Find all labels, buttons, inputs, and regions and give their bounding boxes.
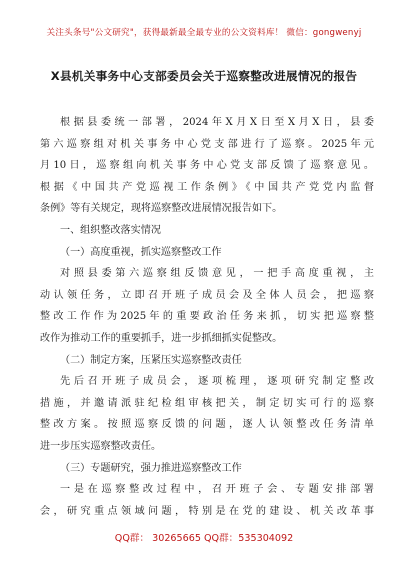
document-body [40,112,374,522]
body-line: 根据《中国共产党巡视工作条例》《中国共产党党内监督 [40,181,374,193]
footer-note: QQ群： 30265665 QQ群：535304092 [114,533,294,544]
body-line: 整改方案。按照巡察反馈的问题，逐人认领整改任务清单 [40,419,374,431]
body-line: 条例》等有关规定，现将巡察整改进展情况报告如下。 [40,203,283,215]
section-heading: （一）高度重视，抓实巡察整改工作 [60,246,222,258]
section-heading: （二）制定方案，压紧压实巡察整改责任 [60,354,242,366]
header-note: 关注头条号"公文研究"，获得最新最全最专业的公文资料库！ 微信：gongwenyj [46,28,362,38]
section-heading: （三）专题研究，强力推进巡察整改工作 [60,462,242,474]
body-line: 改作为推动工作的重要抓手，进一步抓细抓实促整改。 [40,332,283,344]
section-heading: 一、组织整改落实情况 [60,224,161,236]
body-line: 措施，并邀请派驻纪检组审核把关，制定切实可行的巡察 [40,397,374,409]
document-title: X县机关事务中心支部委员会关于巡察整改进展情况的报告 [50,69,358,83]
body-line: 月10日，巡察组向机关事务中心党支部反馈了巡察意见。 [40,160,374,172]
body-line: 进一步压实巡察整改责任。 [40,440,162,452]
body-line: 会，研究重点领域问题，特别是在党的建设、机关改革事 [40,505,374,517]
body-line: 对照县委第六巡察组反馈意见，一把手高度重视，主 [60,268,374,280]
body-line: 根据县委统一部署，2024年X月X日至X月X日，县委 [60,117,374,128]
body-line: 第六巡察组对机关事务中心党支部进行了巡察。2025年元 [40,138,374,150]
body-line: 先后召开班子成员会，逐项梳理，逐项研究制定整改 [60,376,374,388]
body-line: 一是在巡察整改过程中，召开班子会、专题安排部署 [60,484,374,496]
body-line: 动认领任务，立即召开班子成员会及全体人员会，把巡察 [40,289,374,301]
body-line: 整改工作作为2025年的重要政治任务来抓，切实把巡察整 [40,311,374,323]
